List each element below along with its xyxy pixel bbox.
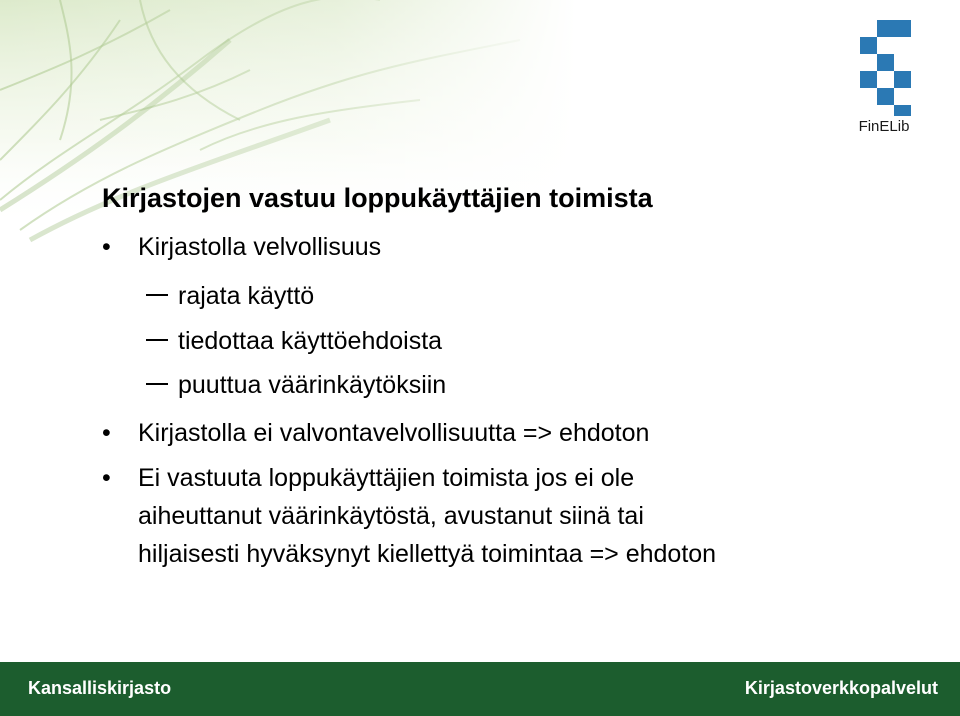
background-leaf-art bbox=[0, 0, 960, 260]
sub-item-text: puuttua väärinkäytöksiin bbox=[178, 371, 447, 399]
footer-bar bbox=[0, 662, 960, 716]
bullet-text-line: Ei vastuuta loppukäyttäjien toimista jos ei ole bbox=[138, 464, 635, 492]
finelib-logo-label: FinELib bbox=[858, 118, 910, 135]
logo-square bbox=[860, 71, 877, 88]
sub-item bbox=[146, 279, 314, 313]
footer-right-label: Kirjastoverkkopalvelut bbox=[744, 678, 938, 698]
logo-square bbox=[894, 105, 911, 116]
dash-marker bbox=[146, 383, 168, 385]
logo-square bbox=[877, 20, 894, 37]
sub-item-text: tiedottaa käyttöehdoista bbox=[178, 327, 443, 355]
logo-square bbox=[877, 54, 894, 71]
bullet-marker: • bbox=[102, 233, 111, 261]
logo-square bbox=[877, 88, 894, 105]
footer-left-label: Kansalliskirjasto bbox=[28, 678, 172, 698]
bullet-text-line: aiheuttanut väärinkäytöstä, avustanut siinä tai bbox=[138, 502, 644, 530]
dash-marker bbox=[146, 294, 168, 296]
finelib-logo-squares-icon bbox=[848, 20, 920, 116]
bullet-text-line: hiljaisesti hyväksynyt kiellettyä toimintaa => ehdoton bbox=[138, 540, 717, 568]
logo-square bbox=[894, 71, 911, 88]
bullet-marker: • bbox=[102, 419, 111, 447]
logo-square bbox=[894, 20, 911, 37]
bullet-text: Kirjastolla velvollisuus bbox=[138, 233, 382, 261]
dash-marker bbox=[146, 339, 168, 341]
sub-item bbox=[146, 324, 442, 358]
bullet-text: Kirjastolla ei valvontavelvollisuutta => ehdoton bbox=[138, 419, 650, 447]
logo-square bbox=[860, 37, 877, 54]
slide-title: Kirjastojen vastuu loppukäyttäjien toimista bbox=[102, 183, 653, 213]
bullet-marker: • bbox=[102, 464, 111, 492]
sub-item bbox=[146, 368, 446, 402]
finelib-logo bbox=[848, 20, 920, 140]
sub-item-text: rajata käyttö bbox=[178, 282, 315, 310]
